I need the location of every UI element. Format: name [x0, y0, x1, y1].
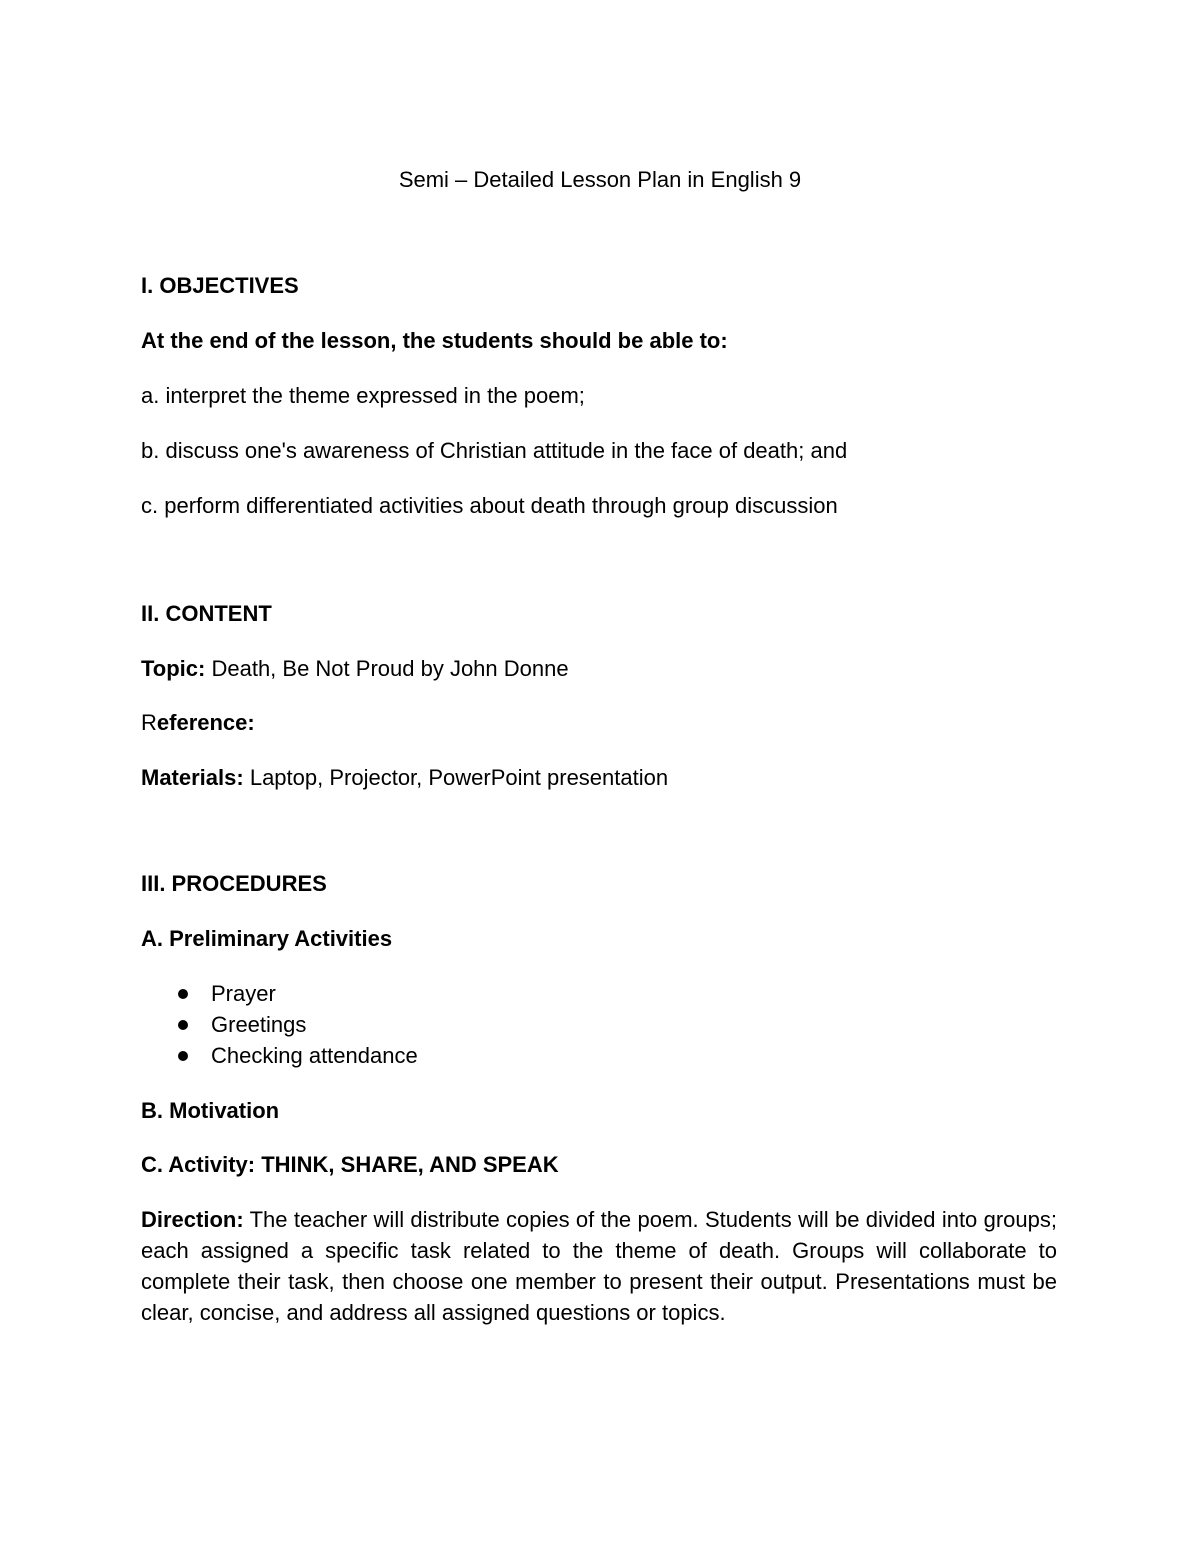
bullet-icon — [178, 989, 188, 999]
preliminary-activities-list — [141, 978, 418, 1071]
page-title: Semi – Detailed Lesson Plan in English 9 — [398, 167, 802, 192]
materials-value: Laptop, Projector, PowerPoint presentation — [243, 765, 669, 790]
list-item — [141, 978, 418, 1009]
list-item-text: Greetings — [211, 1012, 307, 1037]
activity-heading: C. Activity: THINK, SHARE, AND SPEAK — [141, 1152, 559, 1177]
list-item-text: Checking attendance — [211, 1043, 418, 1068]
materials-line — [141, 762, 668, 793]
bullet-icon — [178, 1020, 188, 1030]
objectives-intro: At the end of the lesson, the students should be able to: — [141, 328, 728, 353]
objective-item-a: a. interpret the theme expressed in the poem; — [141, 383, 585, 408]
direction-text: The teacher will distribute copies of the poem. Students will be divided into groups; each assigned a specific task related to the theme of death. Groups will collaborate to complete their task, then choose one member to present their output. Presentations must be clear, concise, and address all assigned questions or topics. — [141, 1207, 1057, 1325]
bullet-icon — [178, 1051, 188, 1061]
reference-line — [141, 707, 255, 738]
reference-label: eference: — [156, 710, 255, 735]
list-item-text: Prayer — [211, 981, 276, 1006]
direction-paragraph — [141, 1204, 1057, 1328]
direction-label: Direction: — [141, 1207, 244, 1232]
motivation-heading: B. Motivation — [141, 1098, 280, 1123]
preliminary-activities-heading: A. Preliminary Activities — [141, 926, 393, 951]
topic-value: Death, Be Not Proud by John Donne — [205, 656, 569, 681]
list-item — [141, 1040, 418, 1071]
list-item — [141, 1009, 418, 1040]
objective-item-c: c. perform differentiated activities about death through group discussion — [141, 493, 838, 518]
procedures-heading: III. PROCEDURES — [141, 871, 327, 896]
topic-label: Topic: — [141, 656, 206, 681]
content-heading: II. CONTENT — [141, 601, 272, 626]
reference-label-initial: R — [141, 710, 157, 735]
materials-label: Materials: — [141, 765, 244, 790]
topic-line — [141, 653, 569, 684]
objectives-heading: I. OBJECTIVES — [141, 273, 299, 298]
objective-item-b: b. discuss one's awareness of Christian attitude in the face of death; and — [141, 438, 848, 463]
